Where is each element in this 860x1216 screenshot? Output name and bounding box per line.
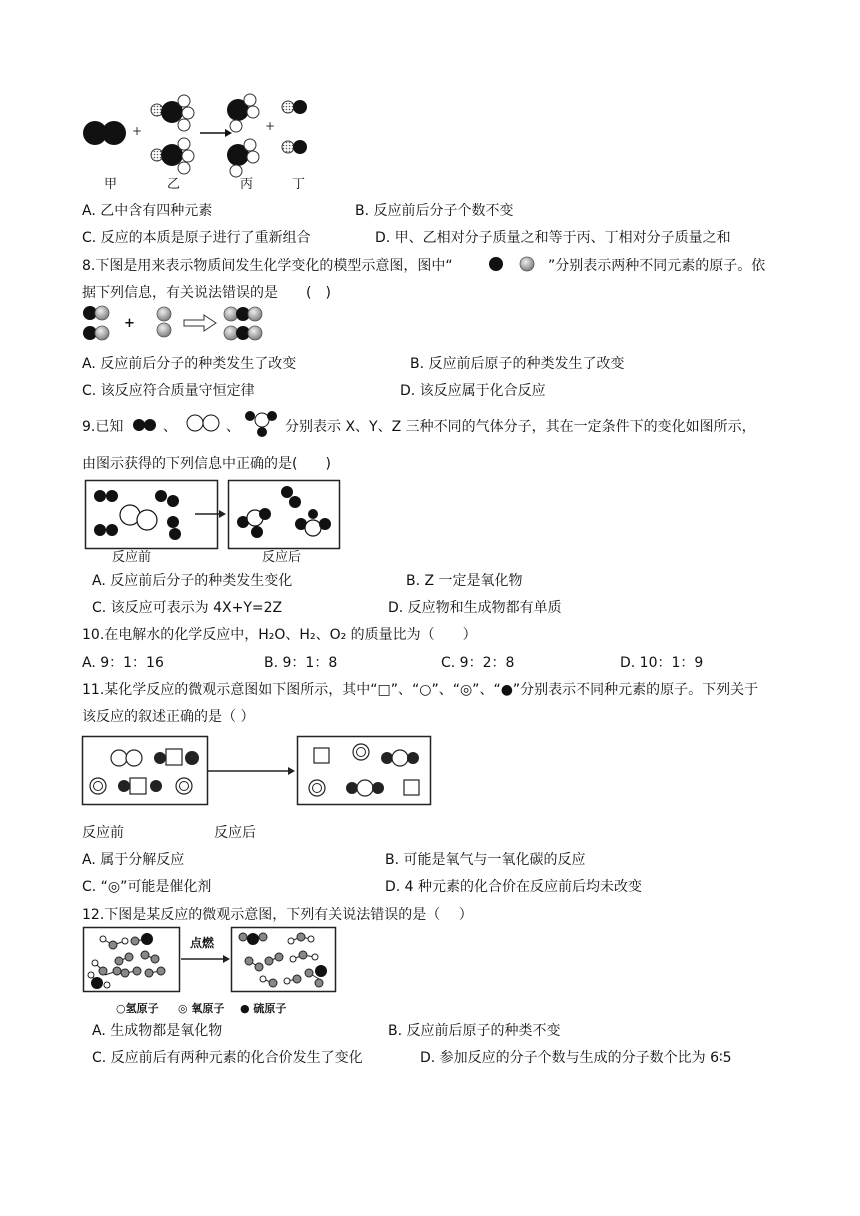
- q7-molecule-ding-1: [282, 100, 307, 114]
- q9-stem-part2: 分别表示 X、Y、Z 三种不同的气体分子，其在一定条件下的变化如图所示，: [285, 419, 756, 435]
- q12-legend-hydrogen: ○氢原子: [116, 1002, 159, 1015]
- q8-option-c: C. 该反应符合质量守恒定律: [82, 383, 255, 399]
- q12-stem: 12.下图是某反应的微观示意图，下列有关说法错误的是（ ）: [82, 907, 473, 923]
- q8-stem-line2: 据下列信息，有关说法错误的是 ( ): [82, 285, 331, 301]
- q9-option-a: A. 反应前后分子的种类发生变化: [92, 573, 293, 589]
- q10-option-c: C. 9：2：8: [441, 655, 515, 671]
- q7-label-jia: 甲: [104, 177, 118, 192]
- q8-stem-part1: 8.下图是用来表示物质间发生化学变化的模型示意图，图中“: [82, 258, 453, 274]
- q9-molecule-x-icon: [132, 416, 162, 436]
- svg-text:+: +: [265, 119, 276, 133]
- q10-stem: 10.在电解水的化学反应中，H₂O、H₂、O₂ 的质量比为（ ）: [82, 627, 477, 643]
- q11-before-label: 反应前: [82, 825, 124, 841]
- q10-option-b: B. 9：1：8: [264, 655, 338, 671]
- q9-option-c: C. 该反应可表示为 4X+Y=2Z: [92, 600, 283, 616]
- q8-atom-legend: [487, 255, 547, 275]
- q11-option-c: C. “◎”可能是催化剂: [82, 879, 212, 895]
- q7-molecule-yi-1: [151, 95, 194, 131]
- q12-option-c: C. 反应前后有两种元素的化合价发生了变化: [92, 1050, 363, 1066]
- q7-molecule-ding-2: [282, 140, 307, 154]
- q11-after-label: 反应后: [214, 825, 256, 841]
- q9-sep2: 、: [226, 419, 240, 435]
- q7-molecule-bing-2: [227, 139, 259, 177]
- q7-option-b: B. 反应前后分子个数不变: [355, 203, 514, 219]
- q7-option-c: C. 反应的本质是原子进行了重新组合: [82, 230, 311, 246]
- q8-reaction-diagram: [82, 303, 282, 348]
- q9-before-label: 反应前: [112, 550, 152, 565]
- q8-option-b: B. 反应前后原子的种类发生了改变: [410, 356, 625, 372]
- q7-label-yi: 乙: [167, 177, 181, 192]
- svg-text:+: +: [124, 316, 135, 331]
- q9-sep1: 、: [163, 419, 177, 435]
- q7-reaction-diagram: [0, 0, 860, 200]
- q11-option-a: A. 属于分解反应: [82, 852, 185, 868]
- q7-molecule-bing-1: [227, 94, 259, 132]
- q12-option-a: A. 生成物都是氧化物: [92, 1023, 223, 1039]
- svg-text:+: +: [132, 124, 143, 138]
- q11-stem-line1: 11.某化学反应的微观示意图如下图所示，其中“□”、“○”、“◎”、“●”分别表示不同种元素的原子。下列关于: [82, 682, 759, 698]
- q12-option-b: B. 反应前后原子的种类不变: [388, 1023, 561, 1039]
- q11-stem-line2: 该反应的叙述正确的是（ ）: [82, 709, 255, 725]
- q12-legend-sulfur: ● 硫原子: [240, 1002, 287, 1015]
- q9-molecule-z-icon: [244, 408, 280, 438]
- q10-option-a: A. 9：1：16: [82, 655, 164, 671]
- q8-stem-part2: ”分别表示两种不同元素的原子。依: [548, 258, 766, 274]
- q9-option-d: D. 反应物和生成物都有单质: [388, 600, 562, 616]
- q11-option-d: D. 4 种元素的化合价在反应前后均未改变: [385, 879, 643, 895]
- q9-option-b: B. Z 一定是氧化物: [406, 573, 523, 589]
- q11-option-b: B. 可能是氧气与一氧化碳的反应: [385, 852, 586, 868]
- q7-label-bing: 丙: [240, 177, 254, 192]
- q7-molecule-jia: [83, 121, 126, 145]
- q9-stem-line2: 由图示获得的下列信息中正确的是( ): [82, 456, 331, 472]
- q7-molecule-yi-2: [151, 138, 194, 174]
- q7-option-d: D. 甲、乙相对分子质量之和等于丙、丁相对分子质量之和: [375, 230, 731, 246]
- q8-option-d: D. 该反应属于化合反应: [400, 383, 546, 399]
- q9-molecule-y-icon: [185, 412, 225, 432]
- q7-option-a: A. 乙中含有四种元素: [82, 203, 213, 219]
- q12-arrow-label: 点燃: [190, 936, 215, 950]
- q12-option-d: D. 参加反应的分子个数与生成的分子数个比为 6∶5: [420, 1050, 732, 1066]
- q9-after-label: 反应后: [262, 550, 302, 565]
- q12-legend-oxygen: ◎ 氧原子: [178, 1002, 225, 1015]
- q10-option-d: D. 10：1：9: [620, 655, 704, 671]
- q11-reaction-diagram: [82, 736, 442, 811]
- q7-label-ding: 丁: [292, 177, 306, 192]
- q9-stem-part1: 9.已知: [82, 419, 124, 435]
- q8-option-a: A. 反应前后分子的种类发生了改变: [82, 356, 297, 372]
